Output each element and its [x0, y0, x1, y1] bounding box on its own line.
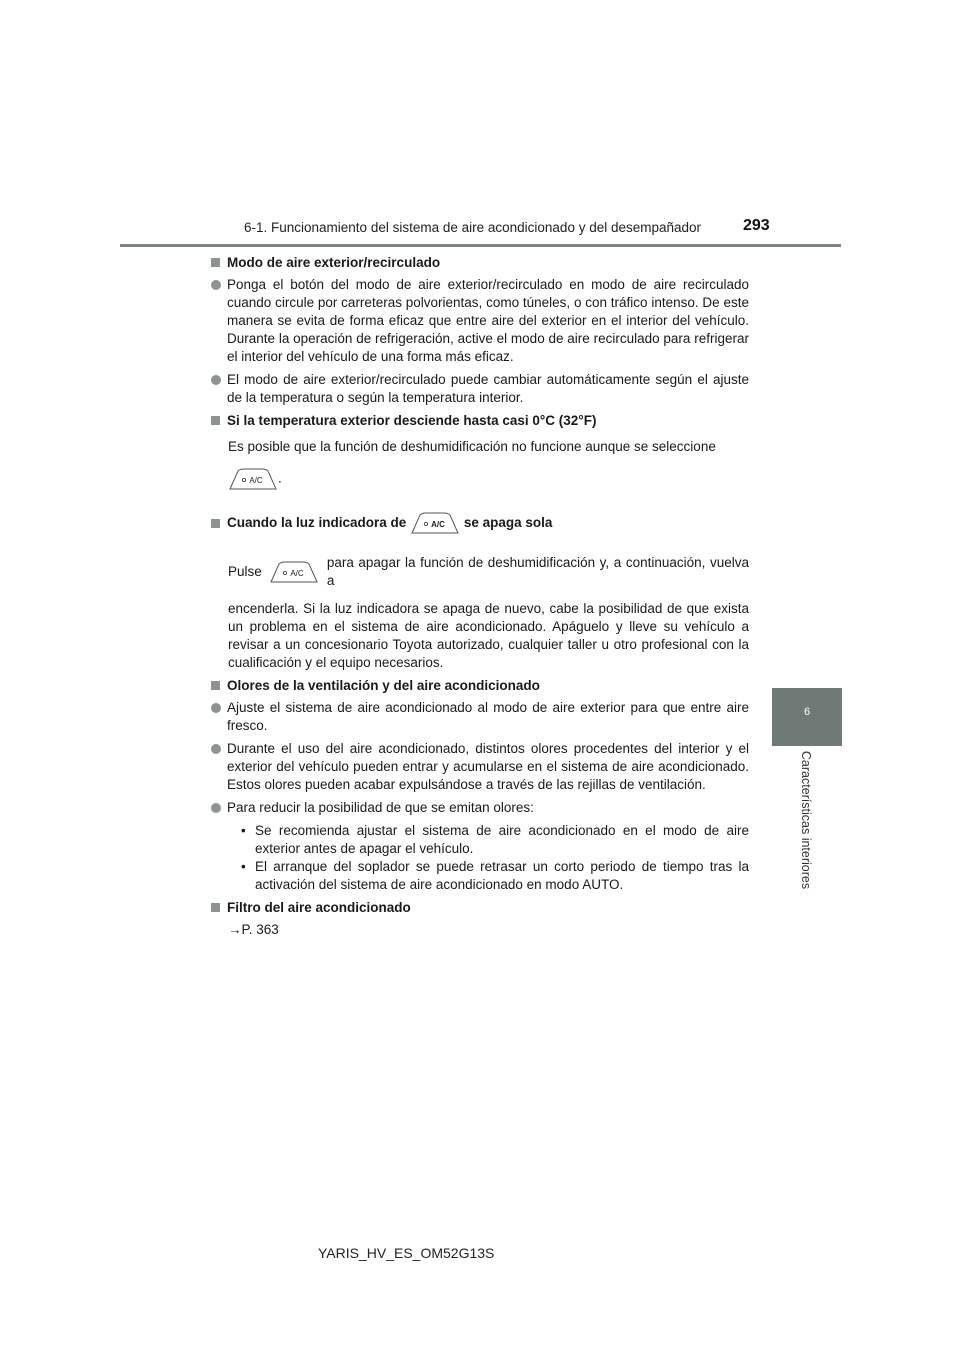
section-heading: Si la temperatura exterior desciende hasta casi 0°C (32°F)	[211, 412, 749, 430]
list-item: Ponga el botón del modo de aire exterior/recirculado en modo de aire recirculado cuando circule por carreteras polvorientas, como túneles, o con tráfico intenso. De este manera se evita de forma eficaz que entre aire del exterior en el interior del vehículo. Durante la operación de refrigeración, active el modo de aire recirculado para refrigerar el interior del vehículo de una forma más eficaz.	[211, 276, 749, 366]
circle-bullet-icon	[211, 803, 221, 813]
main-content	[211, 254, 749, 944]
ac-button-icon	[228, 468, 278, 490]
paragraph: A/C .	[211, 468, 749, 490]
circle-bullet-icon	[211, 744, 221, 754]
square-bullet-icon	[211, 416, 220, 425]
circle-bullet-icon	[211, 280, 221, 290]
paragraph: encenderla. Si la luz indicadora se apaga de nuevo, cabe la posibilidad de que exista un problema en el sistema de aire acondicionado. Apáguelo y lleve su vehículo a revisar a un concesionario Toyota autorizado, cualquier taller u otro profesional con la cualificación y el equipo necesarios.	[228, 601, 749, 670]
section-heading: Filtro del aire acondicionado	[211, 899, 749, 917]
square-bullet-icon	[211, 519, 220, 528]
square-bullet-icon	[211, 681, 220, 690]
header-title: 6-1. Funcionamiento del sistema de aire acondicionado y del desempañador	[244, 220, 702, 235]
svg-text:A/C: A/C	[431, 520, 445, 529]
section-heading: Cuando la luz indicadora de A/C se apaga sola	[211, 512, 749, 534]
circle-bullet-icon	[211, 703, 221, 713]
ac-button-icon	[269, 561, 319, 583]
chapter-number: 6	[803, 706, 811, 718]
list-item: Durante el uso del aire acondicionado, distintos olores procedentes del interior y el exterior del vehículo pueden entrar y acumularse en el sistema de aire acondicionado. Estos olores pueden acabar expulsándose a través de las rejillas de ventilación.	[211, 740, 749, 794]
section-heading: Olores de la ventilación y del aire acondicionado	[211, 677, 749, 695]
paragraph: Pulse A/C para apagar la función de deshumidificación y, a continuación, vuelva a	[228, 555, 749, 588]
bullet-icon: •	[241, 823, 246, 838]
svg-text:A/C: A/C	[249, 476, 263, 485]
section-heading: Modo de aire exterior/recirculado	[211, 254, 749, 272]
page-number: 293	[743, 217, 770, 234]
chapter-label	[786, 720, 826, 920]
list-item: Ajuste el sistema de aire acondicionado al modo de aire exterior para que entre aire fresco.	[211, 699, 749, 735]
sub-list-item: • Se recomienda ajustar el sistema de aire acondicionado en el modo de aire exterior antes de apagar el vehículo.	[241, 823, 749, 856]
sub-list-item: • El arranque del soplador se puede retrasar un corto periodo de tiempo tras la activación del sistema de aire acondicionado en modo AUTO.	[241, 859, 749, 892]
square-bullet-icon	[211, 903, 220, 912]
svg-text:A/C: A/C	[290, 569, 304, 578]
circle-bullet-icon	[211, 375, 221, 385]
square-bullet-icon	[211, 258, 220, 267]
page-reference-link[interactable]: →P. 363	[228, 922, 279, 937]
paragraph: Es posible que la función de deshumidificación no funcione aunque se seleccione	[228, 439, 716, 454]
bullet-icon: •	[241, 859, 246, 874]
chapter-label-text: Características interiores	[799, 750, 813, 890]
ac-button-icon	[410, 512, 460, 534]
list-item: Para reducir la posibilidad de que se emitan olores:	[211, 799, 749, 817]
list-item: El modo de aire exterior/recirculado puede cambiar automáticamente según el ajuste de la temperatura o según la temperatura interior.	[211, 371, 749, 407]
document-code: YARIS_HV_ES_OM52G13S	[318, 1245, 495, 1261]
header-divider	[120, 244, 841, 247]
